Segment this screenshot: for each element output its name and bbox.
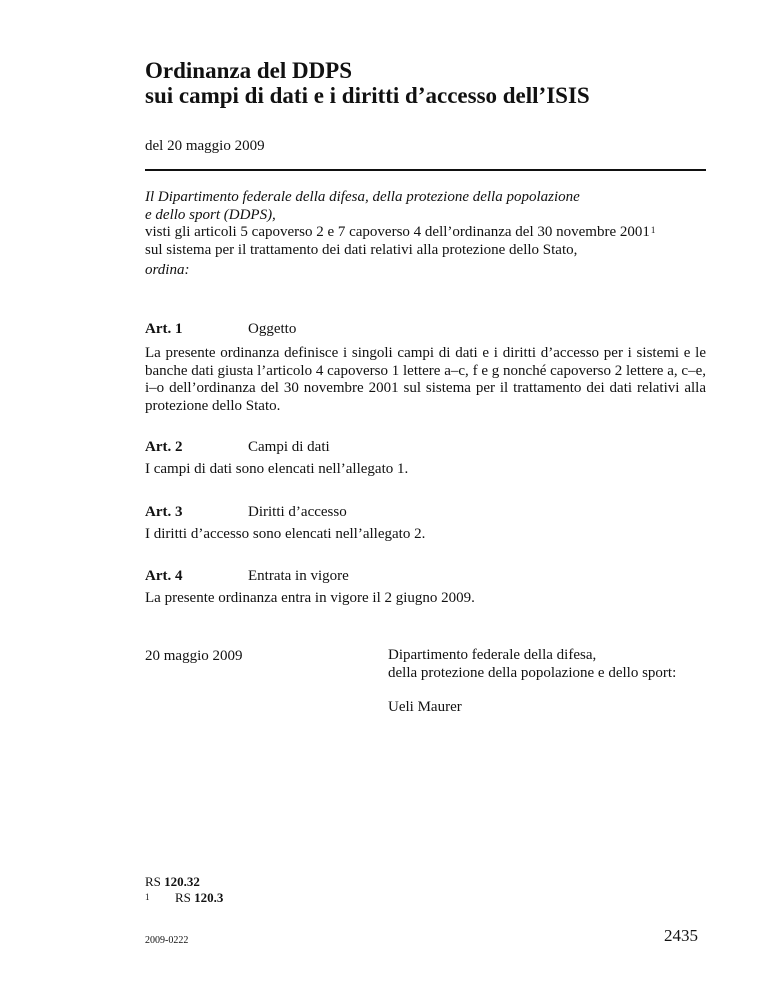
article-4-body: La presente ordinanza entra in vigore il 2 giugno 2009. [145,590,475,606]
footnote-1 [145,890,223,906]
preamble-basis-line-1 [145,224,715,242]
preamble-ordains: ordina: [145,262,190,278]
article-2-heading: Campi di dati [248,439,330,455]
article-2-header [145,438,330,456]
rs-prefix: RS [145,874,161,889]
article-1-body: La presente ordinanza definisce i singoli campi di dati e i diritti d’accesso per i sistemi e le banche dati giusta l’articolo 4 capoverso 1 lettere a–c, f e g nonché capoverso 2 lettere a, c–e, i–o dell’ordinanza del 30 novembre 2001 sul sistema per il trattamento dei dati relativi alla protezione dello Stato. [145,345,706,414]
article-1-heading: Oggetto [248,321,297,337]
article-1-header [145,320,296,338]
page-number: 2435 [664,926,698,945]
document-date: del 20 maggio 2009 [145,138,265,154]
signature-department [388,647,676,682]
article-4-header [145,567,349,585]
preamble-authority-line-1: Il Dipartimento federale della difesa, della protezione della popolazione [145,189,580,205]
preamble-authority-line-2: e dello sport (DDPS), [145,206,276,223]
article-1-number: Art. 1 [145,321,183,337]
signatory-name: Ueli Maurer [388,699,462,715]
article-3-header [145,503,347,521]
article-3-body: I diritti d’accesso sono elencati nell’allegato 2. [145,526,426,542]
preamble [145,189,715,280]
article-2-body: I campi di dati sono elencati nell’allegato 1. [145,461,409,477]
signature-department-line-2: della protezione della popolazione e dello sport: [388,664,677,681]
preamble-basis-line-2: sul sistema per il trattamento dei dati relativi alla protezione dello Stato, [145,241,578,258]
document-title [145,58,590,108]
footnote-1-prefix: RS [175,890,191,905]
article-3-heading: Diritti d’accesso [248,504,347,520]
signature-department-line-1: Dipartimento federale della difesa, [388,647,597,663]
footnote-reference: 1 [650,225,656,235]
rs-number: 120.32 [164,874,200,889]
title-line-2: sui campi di dati e i diritti d’accesso dell’ISIS [145,83,590,108]
article-3-number: Art. 3 [145,504,183,520]
footnote-1-marker: 1 [145,892,150,902]
document-number: 2009-0222 [145,935,189,946]
preamble-basis-text: visti gli articoli 5 capoverso 2 e 7 capoverso 4 dell’ordinanza del 30 novembre 2001 [145,224,650,240]
rs-reference [145,874,200,890]
article-2-number: Art. 2 [145,439,183,455]
title-line-1: Ordinanza del DDPS [145,58,353,83]
title-divider [145,169,706,171]
signature-date: 20 maggio 2009 [145,648,243,664]
footnote-1-number: 120.3 [194,890,224,905]
article-4-number: Art. 4 [145,568,183,584]
article-4-heading: Entrata in vigore [248,568,349,584]
